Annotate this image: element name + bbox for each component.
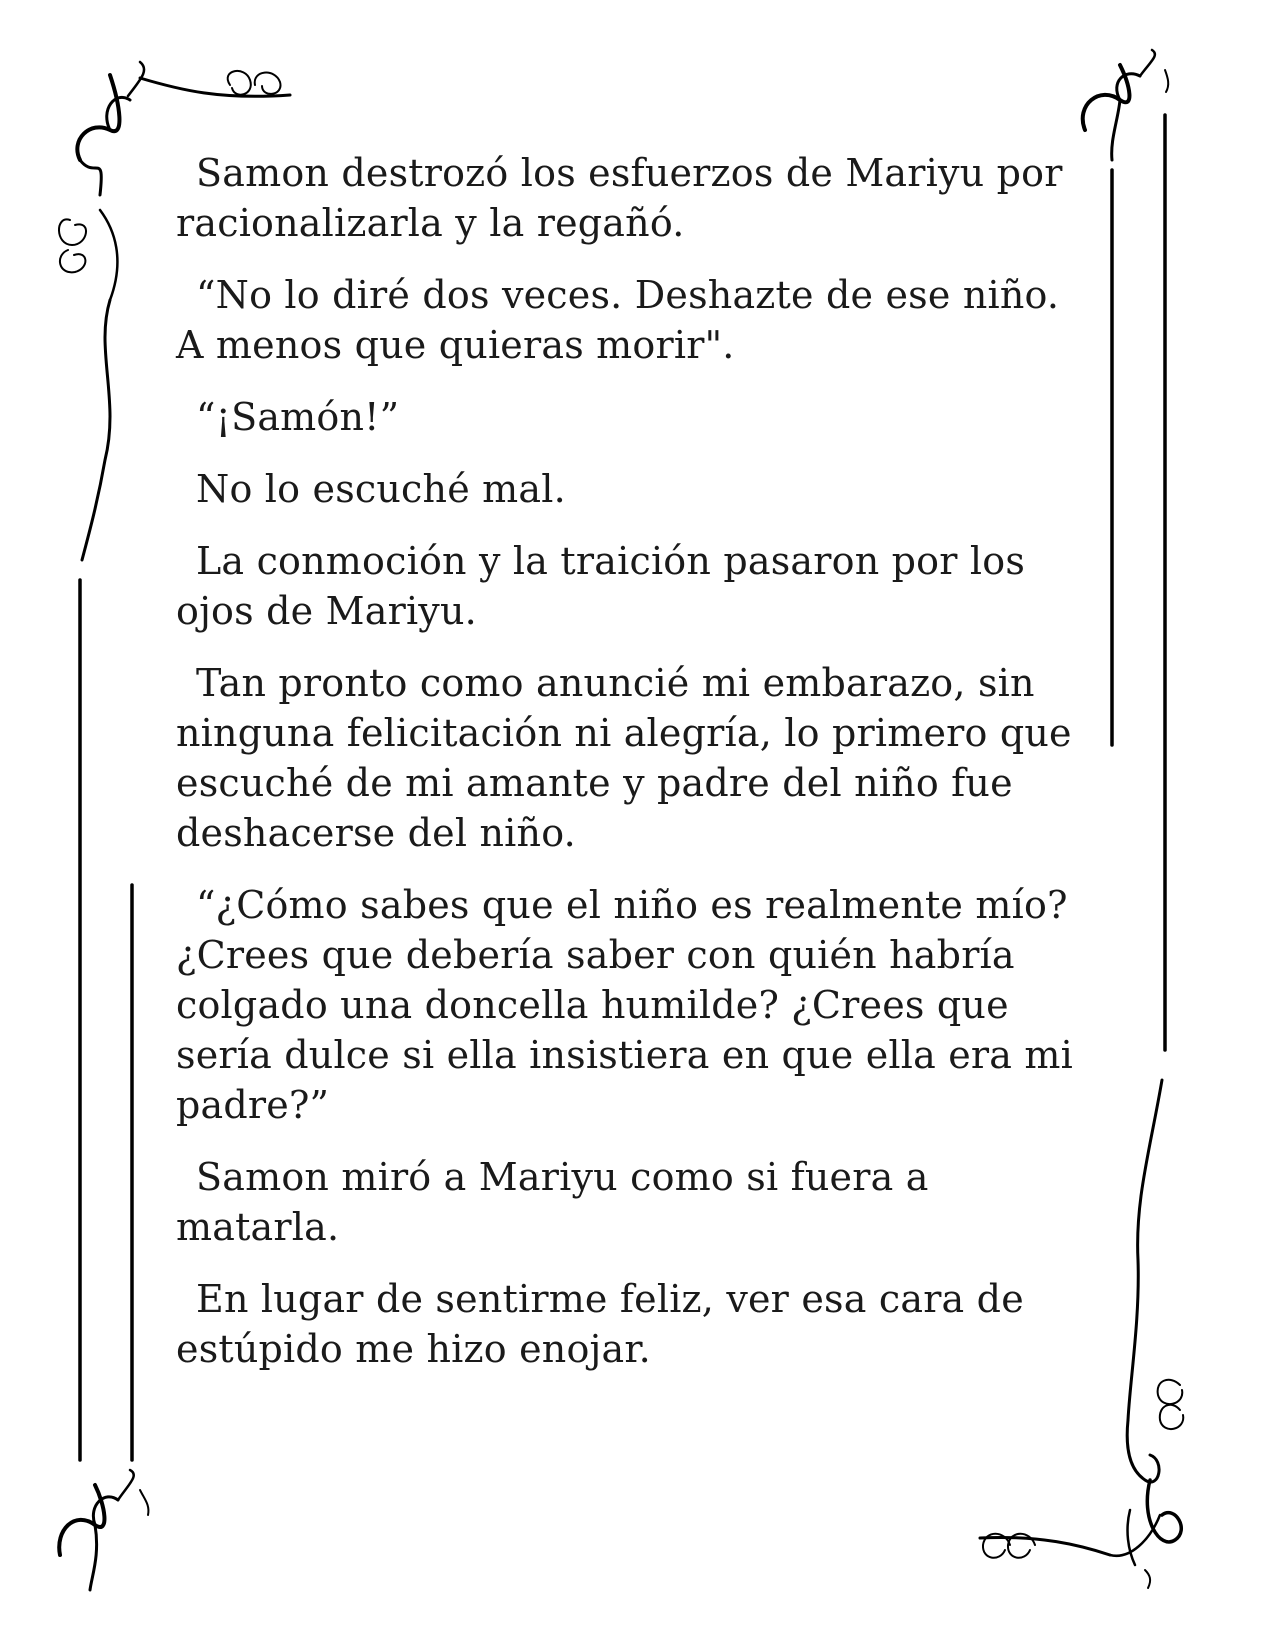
paragraph: En lugar de sentirme feliz, ver esa cara de estúpido me hizo enojar. [176, 1277, 1024, 1371]
page-body-text [176, 148, 1076, 1396]
flourish-bottom-left-icon [59, 1470, 148, 1590]
paragraph: La conmoción y la traición pasaron por los ojos de Mariyu. [176, 539, 1026, 633]
paragraph: Samon miró a Mariyu como si fuera a matarla. [176, 1155, 929, 1249]
paragraph: Samon destrozó los esfuerzos de Mariyu por racionalizarla y la regañó. [176, 151, 1063, 245]
flourish-top-right-icon [1083, 50, 1169, 160]
paragraph: No lo escuché mal. [196, 467, 566, 511]
paragraph: “No lo diré dos veces. Deshazte de ese niño. A menos que quieras morir". [176, 273, 1060, 367]
paragraph: Tan pronto como anuncié mi embarazo, sin ninguna felicitación ni alegría, lo primero que escuché de mi amante y padre del niño fue deshacerse del niño. [176, 661, 1072, 855]
paragraph: “¡Samón!” [196, 395, 400, 439]
paragraph: “¿Cómo sabes que el niño es realmente mío? ¿Crees que debería saber con quién habría colgado una doncella humilde? ¿Crees que sería dulce si ella insistiera en que ella era mi padre?” [176, 883, 1074, 1127]
